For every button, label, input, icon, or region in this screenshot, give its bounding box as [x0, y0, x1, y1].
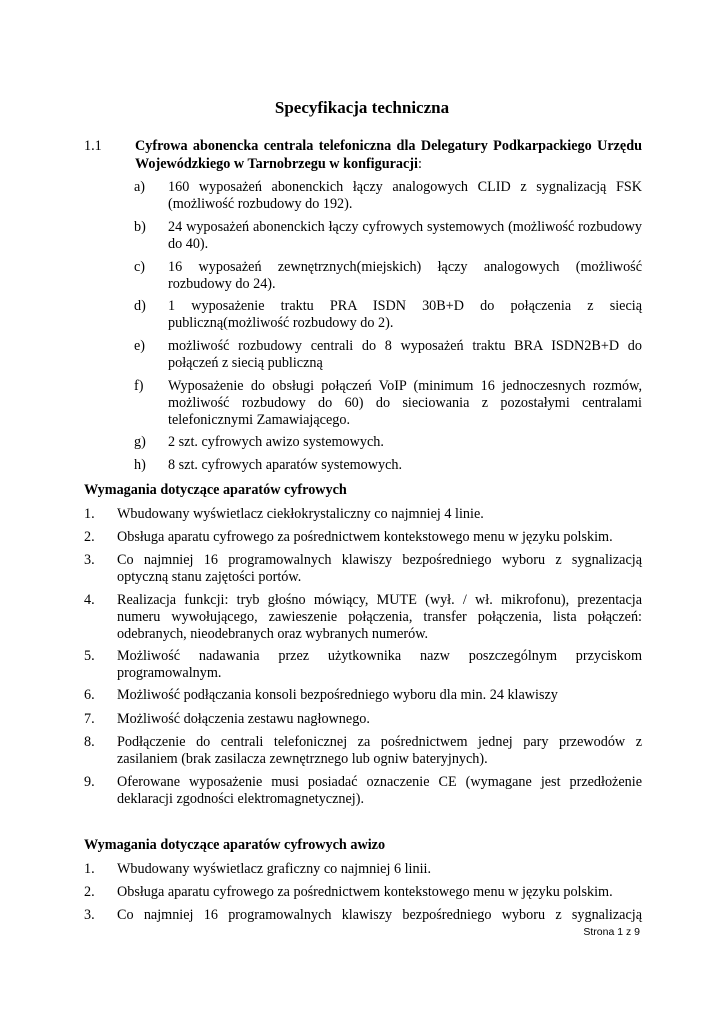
list-item-text: Realizacja funkcji: tryb głośno mówiący, MUTE (wył. / wł. mikrofonu), prezentacja numeru wywołującego, zawieszenie połączenia, transfer połączenia, lista połączeń: odebranych, nieodebranych oraz wybranych numerów. [117, 592, 642, 642]
list-item-text: 16 wyposażeń zewnętrznych(miejskich) łączy analogowych (możliwość rozbudowy do 24). [168, 259, 642, 292]
list-item-text: możliwość rozbudowy centrali do 8 wyposażeń traktu BRA ISDN2B+D do połączeń z siecią publiczną [168, 338, 642, 371]
list-item-label: 5. [84, 648, 95, 664]
list-item-label: h) [134, 457, 146, 473]
list-item-text: Co najmniej 16 programowalnych klawiszy bezpośredniego wyboru z sygnalizacją [117, 907, 642, 923]
section-number: 1.1 [84, 138, 102, 154]
list-item-label: e) [134, 338, 146, 354]
list-item-label: c) [134, 259, 146, 275]
list-item-text: 8 szt. cyfrowych aparatów systemowych. [168, 457, 403, 473]
list-item-text: 1 wyposażenie traktu PRA ISDN 30B+D do połączenia z siecią publiczną(możliwość rozbudowy do 2). [168, 298, 642, 331]
list-item-label: 3. [84, 552, 95, 568]
list-item-text: Oferowane wyposażenie musi posiadać oznaczenie CE (wymagane jest przedłożenie deklaracji zgodności elektromagnetycznej). [117, 774, 642, 807]
list-item-label: 8. [84, 734, 95, 750]
list-item-label: g) [134, 434, 146, 450]
list-item-text: Co najmniej 16 programowalnych klawiszy bezpośredniego wyboru z sygnalizacją optyczną stanu zajętości portów. [117, 552, 642, 585]
list-item-text: Podłączenie do centrali telefonicznej za pośrednictwem jednej pary przewodów z zasilaniem (brak zasilacza zewnętrznego lub ogniw bateryjnych). [117, 734, 642, 767]
page-footer: Strona 1 z 9 [583, 926, 640, 938]
list-item-label: 9. [84, 774, 95, 790]
list-item-text: Obsługa aparatu cyfrowego za pośrednictwem kontekstowego menu w języku polskim. [117, 884, 613, 900]
list-item-text: 2 szt. cyfrowych awizo systemowych. [168, 434, 384, 450]
section-heading: Wymagania dotyczące aparatów cyfrowych awizo [84, 837, 386, 853]
section-title-text: Cyfrowa abonencka centrala telefoniczna dla Delegatury Podkarpackiego Urzędu Wojewódzkiego w Tarnobrzegu w konfiguracji [135, 138, 642, 172]
section-title [135, 138, 642, 173]
list-item-text: 24 wyposażeń abonenckich łączy cyfrowych systemowych (możliwość rozbudowy do 40). [168, 219, 642, 252]
list-item-text: Obsługa aparatu cyfrowego za pośrednictwem kontekstowego menu w języku polskim. [117, 529, 613, 545]
list-item-label: 3. [84, 907, 95, 923]
list-item-text: Wyposażenie do obsługi połączeń VoIP (minimum 16 jednoczesnych rozmów, możliwość rozbudowy do 60) do sieciowania z pozostałymi centralami telefonicznymi Zamawiającego. [168, 378, 642, 428]
list-item-text: Możliwość dołączenia zestawu nagłownego. [117, 711, 370, 727]
list-item-text: Wbudowany wyświetlacz graficzny co najmniej 6 linii. [117, 861, 431, 877]
list-item-label: 7. [84, 711, 95, 727]
page-title: Specyfikacja techniczna [274, 98, 450, 117]
list-item-label: 1. [84, 861, 95, 877]
list-item-label: d) [134, 298, 146, 314]
list-item-label: 4. [84, 592, 95, 608]
list-item-label: 2. [84, 529, 95, 545]
list-item-text: 160 wyposażeń abonenckich łączy analogowych CLID z sygnalizacją FSK (możliwość rozbudowy do 192). [168, 179, 642, 212]
section-heading: Wymagania dotyczące aparatów cyfrowych [84, 482, 347, 498]
list-item-label: f) [134, 378, 144, 394]
list-item-label: a) [134, 179, 146, 195]
list-item-text: Możliwość nadawania przez użytkownika nazw poszczególnym przyciskom programowalnym. [117, 648, 642, 681]
list-item-label: 2. [84, 884, 95, 900]
list-item-text: Możliwość podłączania konsoli bezpośredniego wyboru dla min. 24 klawiszy [117, 687, 558, 703]
list-item-label: b) [134, 219, 146, 235]
list-item-label: 6. [84, 687, 95, 703]
list-item-label: 1. [84, 506, 95, 522]
list-item-text: Wbudowany wyświetlacz ciekłokrystaliczny co najmniej 4 linie. [117, 506, 484, 522]
section-title-colon: : [417, 155, 422, 172]
